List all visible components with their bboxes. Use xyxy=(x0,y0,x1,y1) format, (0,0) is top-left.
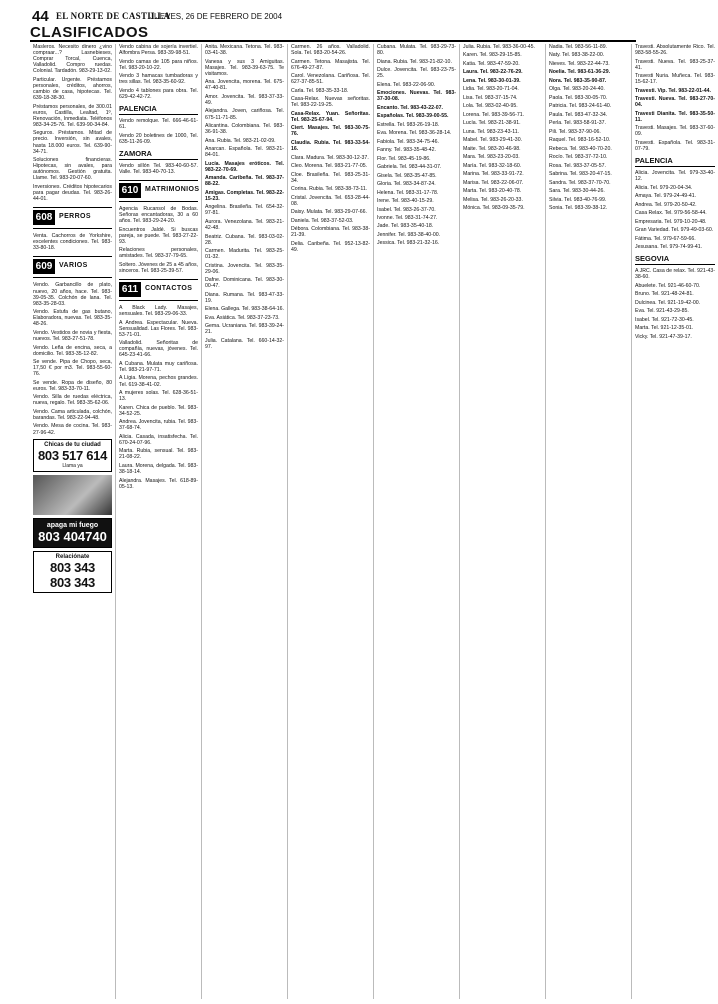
classified-ad: Anita. Mexicana. Tetona. Tel. 983-03-41-38. xyxy=(205,44,284,57)
classified-ad: Gisela. Tel. 983-35-47-85. xyxy=(377,172,437,179)
classified-ad: Naty. Tel. 983-38-22-00. xyxy=(549,52,605,59)
ad-group xyxy=(119,44,198,100)
phone-ad-box xyxy=(33,439,112,472)
classified-ad: Ana. Rubia. Tel. 983-21-02-09. xyxy=(205,137,276,144)
classified-ad: Vendo remolque. Tel. 666-46-61-61. xyxy=(119,117,198,131)
classified-ad: Marisa. Tel. 983-22-06-07. xyxy=(463,179,524,186)
category-number: 609 xyxy=(33,259,55,274)
classified-ad: Paula. Tel. 983-47-32-34. xyxy=(549,111,608,118)
ad-group xyxy=(205,44,284,158)
box-label: Chicas de tu ciudad xyxy=(44,441,101,448)
box-phone: 803 343 xyxy=(50,574,95,590)
classified-ad: Lola. Tel. 983-02-40-95. xyxy=(463,103,518,110)
ad-group xyxy=(549,69,628,84)
classified-ad: Angelina. Brasileña. Tel. 654-32-97-81. xyxy=(205,204,284,217)
classified-ad: María. Tel. 983-32-18-60. xyxy=(463,162,522,169)
phone-ad-box xyxy=(33,518,112,548)
classified-ad: Sara. Tel. 983-30-44-26. xyxy=(549,188,605,195)
classified-ad: Silvia. Tel. 983-40-76-99. xyxy=(549,196,607,203)
classified-ad: Marta. Tel. 983-20-40-78. xyxy=(463,188,522,195)
classified-ad: Nadia. Tel. 983-56-11-89. xyxy=(549,44,608,50)
classified-ad: Elena. Tel. 983-22-06-90. xyxy=(377,81,436,88)
classified-ad: Inversiones. Créditos hipotecarios para pagar deudas. Tel. 983-26-44-01. xyxy=(33,183,112,203)
classified-ad: Daisy. Mulata. Tel. 983-29-07-66. xyxy=(291,209,367,216)
classified-ad: Vendo. Estufa de gas butano, Elaboradora, nuevas. Tel. 983-35-48-26. xyxy=(33,309,112,328)
classified-ad: Carol. Venezolana. Cariñosa. Tel. 627-37-85-51. xyxy=(291,73,370,86)
classified-ad: Lena. Tel. 983-30-01-39. xyxy=(463,77,521,84)
classified-ad: Andrea. Tel. 979-20-50-42. xyxy=(635,201,697,208)
classified-ad: Gran Variedad. Tel. 979-49-03-60. xyxy=(635,227,714,234)
classified-ad: Elena. Gallega. Tel. 983-38-64-16. xyxy=(205,306,284,313)
classified-ad: Mara. Tel. 983-23-20-03. xyxy=(463,154,520,161)
classified-ad: Casa-Relax. Nuevas señoritas. Tel. 983-22-19-25. xyxy=(291,96,370,109)
classified-ad: Vendo sillón Tel. 983-40-60-57. Valle. Tel. 983-40-70-13. xyxy=(119,162,198,175)
classified-ad: Sandra. Tel. 983-37-70-70. xyxy=(549,179,611,186)
classified-ad: Nieves. Tel. 983-22-44-73. xyxy=(549,60,610,67)
classified-ad: Cloe. Brasileña. Tel. 983-25-31-34. xyxy=(291,171,370,184)
classified-ad: Marta. Tel. 921-12-35-01. xyxy=(635,325,694,332)
classified-ad: Gloria. Tel. 983-34-87-24. xyxy=(377,181,436,188)
classified-ad: Gabriela. Tel. 983-44-31-07. xyxy=(377,164,442,171)
classified-ad: Helena. Tel. 983-31-17-78. xyxy=(377,189,439,196)
classified-ad: Travesti Nuria. Muñeca. Tel. 983-15-62-17. xyxy=(635,73,715,86)
classified-ad: Fátima. Tel. 979-67-59-66. xyxy=(635,235,696,242)
classified-ad: Marta. Rubia, sensual. Tel. 983-21-08-22. xyxy=(119,448,198,461)
page-number: 44 xyxy=(32,8,49,25)
issue-date: JUEVES, 26 DE FEBRERO DE 2004 xyxy=(150,12,283,21)
ad-photo xyxy=(33,475,112,515)
classified-ad: Amaya. Tel. 979-24-49-41. xyxy=(635,193,697,200)
category-heading xyxy=(119,180,198,202)
classified-ad: Lucía. Masajes eróticos. Tel. 983-22-70-69. xyxy=(205,160,284,173)
classified-ad: Gema. Ucraniana. Tel. 983-39-24-21. xyxy=(205,323,284,336)
classified-ad: Irene. Tel. 983-40-15-29. xyxy=(377,198,434,205)
ad-group xyxy=(377,122,456,247)
classified-ad: Fanny. Tel. 983-35-48-42. xyxy=(377,147,436,154)
ad-group xyxy=(119,118,198,145)
ad-group xyxy=(205,204,284,350)
classified-ad: Lidia. Tel. 983-20-71-04. xyxy=(463,86,519,93)
ad-group xyxy=(33,44,112,202)
ad-group xyxy=(463,69,542,84)
classified-ad: Cubana. Mulata. Tel. 983-29-73-80. xyxy=(377,44,456,57)
classified-ad: Marina. Tel. 983-33-91-72. xyxy=(463,171,524,178)
city-heading: SEGOVIA xyxy=(635,254,715,265)
classified-ad: Clara. Madura. Tel. 983-30-12-37. xyxy=(291,154,369,161)
classified-ad: Débora. Colombiana. Tel. 983-38-21-39. xyxy=(291,226,370,239)
classified-ad: Lucía. Tel. 983-21-38-91. xyxy=(463,120,521,127)
ad-group xyxy=(635,170,715,250)
classified-ad: Eva. Morena. Tel. 983-36-28-14. xyxy=(377,130,452,137)
ad-group xyxy=(33,282,112,435)
classified-ad: Dulce. Jovencita. Tel. 983-23-75-25. xyxy=(377,67,456,80)
classified-ad: Vendo camas de 105 para niños. Tel. 983-20-10-22. xyxy=(119,58,198,71)
classified-ad: Isabel. Tel. 983-26-37-70. xyxy=(377,206,436,213)
classified-ad: Empresaria. Tel. 979-10-20-48. xyxy=(635,218,707,225)
classified-ad: Vendo. Vestidos de novia y fiesta, nuevos. Tel. 983-27-51-78. xyxy=(33,329,112,343)
ad-group xyxy=(635,88,715,123)
column-6 xyxy=(460,44,546,999)
classified-ad: Travesti. Española. Tel. 983-31-07-79. xyxy=(635,139,715,153)
category-name: VARIOS xyxy=(59,262,88,270)
classified-ad: Paola. Tel. 983-30-05-70. xyxy=(549,94,608,101)
classified-ad: Vendo. Garbancillo de plato, nuevo, 20 años, hace. Tel. 983-39-05-35. Colchón de lana. Tel. 983-35-28-03. xyxy=(33,282,112,307)
classified-ad: Alejandra. Masajes. Tel. 618-89-05-13. xyxy=(119,477,198,490)
column-4 xyxy=(288,44,374,999)
classified-ad: Rosa. Tel. 983-37-05-57. xyxy=(549,162,607,169)
classified-ad: Emociones. Nuevas. Tel. 983-37-30-08. xyxy=(377,90,456,103)
classified-ad: Vendo cabina de sojería invertiel. Alfombra Persa. 983-39-98-51. xyxy=(119,44,198,57)
phone-ad-box xyxy=(33,551,112,593)
classified-ad: Alejandra. Joven, cariñosa. Tel. 675-11-71-85. xyxy=(205,108,284,121)
classified-ad: Karen. Tel. 983-29-15-85. xyxy=(463,52,522,59)
classified-ad: Encuentros Jaldé. Si buscas pareja, se puede. Tel. 983-27-22-93. xyxy=(119,226,198,245)
classified-ad: Vendo. Mesa de cocina. Tel. 983-27-96-42. xyxy=(33,423,112,436)
classified-ad: Carmen. Madurita. Tel. 983-25-01-32. xyxy=(205,248,284,261)
ad-group xyxy=(291,44,370,108)
ad-group xyxy=(205,161,284,202)
classified-ad: Travesti Dianita. Tel. 983-35-50-11. xyxy=(635,110,715,123)
category-name: PERROS xyxy=(59,213,91,221)
category-number: 608 xyxy=(33,210,55,225)
classified-ad: Carmen. Tetona. Masajista. Tel. 676-49-27-87. xyxy=(291,58,370,71)
classified-ad: Vendo 20 boletines de 1000, Tel. 635-11-26-09. xyxy=(119,132,198,145)
classified-ad: A Andrea. Espectacular. Nueva. Sensualidad. Las Flores. Tel. 983-53-71-01. xyxy=(119,319,198,338)
ad-group xyxy=(635,125,715,152)
classified-ad: Patricia. Tel. 983-24-61-40. xyxy=(549,103,612,110)
classified-ad: Jade. Tel. 983-35-40-18. xyxy=(377,223,434,230)
classified-ad: Luna. Tel. 983-23-43-11. xyxy=(463,128,520,135)
classified-ad: Préstamos personales, de 300.01 euros, Castilla, Lealtad, 1º, Renovación, Inmediata. Teléfonos 983-34-25-76. Tel. 639-90-34-84. xyxy=(33,103,112,128)
classified-ad: Ciert. Masajes. Tel. 983-30-75-76. xyxy=(291,125,370,138)
ad-group xyxy=(119,305,198,490)
classified-ad: Amanda. Caribeña. Tel. 983-37-88-22. xyxy=(205,175,284,188)
classified-ad: Flor. Tel. 983-45-19-86. xyxy=(377,155,431,162)
classified-ad: Se vende. Ropa de diseño, 80 euros. Tel. 983-33-70-11. xyxy=(33,379,112,392)
classified-ad: Noelia. Tel. 983-61-36-29. xyxy=(549,69,611,76)
column-7 xyxy=(546,44,632,999)
classified-ad: Travesti. Vip. Tel. 983-22-01-44. xyxy=(635,87,711,94)
ad-group xyxy=(377,44,456,88)
classified-ad: A Lígia. Morena, pechos grandes. Tel. 619-38-41-02. xyxy=(119,375,198,388)
classified-ad: Aurora. Venezolana. Tel. 983-21-42-48. xyxy=(205,218,284,232)
category-number: 610 xyxy=(119,183,141,198)
classified-ad: Eva. Asiática. Tel. 983-37-23-73. xyxy=(205,314,280,321)
ad-columns xyxy=(30,44,715,999)
classified-ad: Ana. Jovencita, morena. Tel. 675-47-40-81. xyxy=(205,79,284,92)
classified-ad: Alicia. Casada, insatisfecha. Tel. 670-24-07-96. xyxy=(119,433,198,446)
category-heading xyxy=(33,256,112,278)
ad-group xyxy=(33,233,112,251)
box-label: Relaciónate xyxy=(55,553,90,560)
ad-group xyxy=(463,44,542,67)
classified-ad: Amor. Jovencita. Tel. 983-37-33-49. xyxy=(205,93,284,106)
classified-ad: Ivonne. Tel. 983-31-74-27. xyxy=(377,215,438,221)
classified-ad: Carla. Tel. 983-35-33-18. xyxy=(291,87,349,94)
classified-ad: Cristal. Jovencita. Tel. 653-28-44-08. xyxy=(291,194,370,207)
newspaper-name: EL NORTE DE CASTILLA xyxy=(56,11,171,21)
classified-ad: Vendo 3 hamacas tumbadoras y tres sillas. Tel. 983-35-60-92. xyxy=(119,73,198,86)
classified-ad: Encanto. Tel. 983-43-22-07. xyxy=(377,104,443,111)
classified-ad: Laura. Morena, delgada. Tel. 983-38-18-14. xyxy=(119,462,198,476)
classified-ad: Katia. Tel. 983-47-59-20. xyxy=(463,60,520,67)
classified-ad: Eva. Tel. 921-43-29-85. xyxy=(635,308,689,315)
ad-group xyxy=(549,44,628,67)
category-name: MATRIMONIOS xyxy=(145,185,200,193)
classified-ad: Relaciones personales, amistades. Tel. 983-37-79-65. xyxy=(119,247,198,260)
classified-ad: Vicky. Tel. 921-47-39-17. xyxy=(635,333,692,340)
category-heading xyxy=(119,279,198,301)
classified-ad: Laura. Tel. 983-22-76-29. xyxy=(463,69,523,76)
box-label: apaga mi fuego xyxy=(46,521,99,529)
classified-ad: Maite. Tel. 983-20-46-98. xyxy=(463,145,521,152)
classified-ad: Mónica. Tel. 983-09-35-79. xyxy=(463,205,525,212)
classified-ad: Cleo. Morena. Tel. 983-21-77-05. xyxy=(291,163,368,170)
classified-ad: Melisa. Tel. 983-26-20-33. xyxy=(463,196,523,203)
classified-ad: Vendo. Cama articulada, colchón, barandas. Tel. 983-22-94-48. xyxy=(33,408,112,421)
category-number: 611 xyxy=(119,282,141,297)
ad-group xyxy=(549,86,628,211)
classified-ad: Vendo. Silla de ruedas eléctrica, nueva, regalo. Tel. 983-35-62-06. xyxy=(33,394,112,407)
classified-ad: Perla. Tel. 983-58-91-37. xyxy=(549,120,607,127)
city-heading: PALENCIA xyxy=(119,104,198,115)
classified-ad: Mabel. Tel. 983-29-41-30. xyxy=(463,137,523,144)
classified-ad: Seguros. Préstamos. Mitad de precio. Inversión, sin avales, hasta 18.000 euros. Tel. 639-90-34-71. xyxy=(33,130,112,155)
classified-ad: Fabiola. Tel. 983-34-75-46. xyxy=(377,138,439,145)
classified-ad: Agencia Rucansol de Bodas. Señoras encantadoras, 30 a 60 años. Tel. 983-29-24-20. xyxy=(119,205,198,225)
classified-ad: Cristina. Jovencita. Tel. 983-35-29-06. xyxy=(205,262,284,275)
classified-ad: Isabel. Tel. 921-72-30-45. xyxy=(635,316,694,323)
classified-ad: Travesti. Absolutamente Rico. Tel. 983-58-55-26. xyxy=(635,44,715,57)
category-name: CONTACTOS xyxy=(145,284,193,292)
classified-ad: Abuelete. Tel. 921-46-60-70. xyxy=(635,282,701,289)
box-phone: 803 517 614 xyxy=(38,447,107,463)
classified-ad: Estrella. Tel. 983-26-19-18. xyxy=(377,121,440,128)
classified-ad: Pili. Tel. 983-37-90-06. xyxy=(549,128,601,135)
ad-group xyxy=(291,155,370,253)
classified-ad: Julia. Catalana. Tel. 660-14-32-97. xyxy=(205,337,284,351)
column-5 xyxy=(374,44,460,999)
ad-group xyxy=(377,90,456,119)
classified-ad: Delia. Caribeña. Tel. 952-13-82-49. xyxy=(291,240,370,253)
classified-ad: A JRC. Casa de relax. Tel. 921-43-38-60. xyxy=(635,268,715,281)
classified-ad: Venta. Cachorros de Yorkshire, excelentes condiciones. Tel. 983-33-80-18. xyxy=(33,233,112,252)
ad-group xyxy=(119,206,198,274)
classified-ad: Rocío. Tel. 983-37-72-10. xyxy=(549,154,608,161)
classified-ad: Carmen. 26 años. Valladolid. Sola. Tel. 983-20-54-26. xyxy=(291,44,370,57)
classified-ad: Jesusana. Tel. 979-74-99-41. xyxy=(635,244,703,251)
classified-ad: Raquel. Tel. 983-16-52-10. xyxy=(549,137,611,144)
classified-ad: A mujeres solas. Tel. 628-36-51-13. xyxy=(119,390,198,403)
column-2 xyxy=(116,44,202,999)
classified-ad: Sabrina. Tel. 983-20-47-15. xyxy=(549,171,612,178)
classified-ad: Travesti. Nueva. Tel. 983-27-70-04. xyxy=(635,96,715,109)
classified-ad: Soluciones financieras. Hipotecas, sin avales, para autónomos. Gestión gratuita. Llame. Tel. 983-20-07-60. xyxy=(33,157,112,182)
classified-ad: Lisa. Tel. 983-37-15-74. xyxy=(463,94,518,101)
box-phone: 803 404740 xyxy=(38,528,107,544)
column-1 xyxy=(30,44,116,999)
city-heading: PALENCIA xyxy=(635,156,715,167)
classified-ad: A Cubana. Mulata muy cariñosa. Tel. 983-21-97-71. xyxy=(119,360,198,373)
classified-ad: Vendo 4 tablones para obra. Tel. 629-42-42-72. xyxy=(119,87,198,100)
classified-ad: Valladolid. Señoritas de compañía, nuevas, jóvenes. Tel. 645-23-41-66. xyxy=(119,340,198,359)
classified-ad: Se vende. Pipa de Chopo, seca, 17,50 € por m3. Tel. 983-55-60-76. xyxy=(33,359,112,378)
classified-ad: Travesti. Masajes. Tel. 983-37-60-09. xyxy=(635,125,715,138)
classified-ad: Alicia. Jovencita. Tel. 979-33-40-12. xyxy=(635,170,715,183)
classified-ad: Masleros. Necesito dinero ¿vino compraar...? Lasnebieses, Comprar Torcal, Cuenca, Valladolid. Compro ruedas. Colonial. Tardadón. 983-29-13-02. xyxy=(33,44,112,75)
ad-group xyxy=(635,268,715,340)
category-heading xyxy=(33,207,112,229)
box-note: Llama ya xyxy=(62,462,83,469)
classified-ad: Rebeca. Tel. 983-40-70-20. xyxy=(549,145,612,152)
classified-ad: Jennifer. Tel. 983-38-40-00. xyxy=(377,231,441,238)
classified-ad: Julia. Rubia. Tel. 983-36-00-45. xyxy=(463,44,535,50)
classified-ad: Claudia. Rubia. Tel. 983-33-54-16. xyxy=(291,139,370,153)
classified-ad: Anarcan. Española. Tel. 983-21-84-01. xyxy=(205,146,284,159)
ad-group xyxy=(291,111,370,152)
section-title: CLASIFICADOS xyxy=(30,24,149,41)
classified-ad: Vendo. Leña de encina, seca, a domicilio. Tel. 983-35-12-82. xyxy=(33,344,112,357)
classified-ad: Bruno. Tel. 921-48-24-81. xyxy=(635,291,694,298)
classified-ad: Jessica. Tel. 983-21-32-16. xyxy=(377,240,440,247)
city-heading: ZAMORA xyxy=(119,149,198,160)
classified-ad: Nora. Tel. 983-35-90-87. xyxy=(549,77,607,84)
ad-group xyxy=(635,44,715,85)
classified-ad: Diana. Rumana. Tel. 983-47-33-19. xyxy=(205,291,284,304)
classified-ad: Daniela. Tel. 983-37-52-03. xyxy=(291,217,354,224)
ad-group xyxy=(463,86,542,211)
classified-ad: Beatriz. Cubana. Tel. 983-03-02-28. xyxy=(205,233,284,246)
classified-ad: Travesti. Nueva. Tel. 983-25-37-41. xyxy=(635,58,715,71)
classified-ad: Vanesa y sus 3 Amiguitas. Masajes. Tel. 983-39-63-75. Te visitamos. xyxy=(205,58,284,77)
classified-ad: Casa Relax. Tel. 979-56-58-44. xyxy=(635,210,707,217)
classified-ad: Dulcinea. Tel. 921-19-42-00. xyxy=(635,299,701,306)
classified-ad: Andrea. Jovencita, rubia. Tel. 983-37-68-74. xyxy=(119,419,198,432)
box-phone: 803 343 xyxy=(50,559,95,575)
classified-ad: Dafne. Dominicana. Tel. 983-30-00-47. xyxy=(205,277,284,290)
classified-ad: Casa-Relax. Yuan. Señoritas. Tel. 983-25-67-94. xyxy=(291,110,370,123)
classified-ad: Españolas. Tel. 983-39-00-55. xyxy=(377,113,449,120)
classified-ad: Olga. Tel. 983-20-24-40. xyxy=(549,86,605,93)
column-3 xyxy=(202,44,288,999)
column-8 xyxy=(632,44,718,999)
ad-group xyxy=(119,163,198,175)
classified-ad: Alicia. Tel. 979-20-04-34. xyxy=(635,184,693,191)
classified-ad: Particular. Urgente. Préstamos personales, créditos, ahorros, cambio de casa, hipotecas. Tel. 639-18-38-30. xyxy=(33,76,112,102)
classified-ad: A Black Lady. Masajes, sensuales. Tel. 983-29-06-33. xyxy=(119,304,198,318)
page-header xyxy=(30,0,636,42)
classified-ad: Karen. Chica de pueblo. Tel. 983-34-52-25. xyxy=(119,404,198,417)
classified-ad: Diana. Rubia. Tel. 983-21-82-10. xyxy=(377,58,452,65)
classified-ad: Soltero. Jóvenes de 25 a 45 años, sinceros. Tel. 983-25-39-57. xyxy=(119,261,198,274)
classified-ad: Lorena. Tel. 983-39-56-71. xyxy=(463,111,525,118)
classified-ad: Sonia. Tel. 983-39-38-12. xyxy=(549,205,608,212)
classified-ad: Alicantina. Colombiana. Tel. 983-36-91-38. xyxy=(205,122,284,136)
classified-ad: Corina. Rubia. Tel. 983-38-73-11. xyxy=(291,186,368,193)
classified-ad: Amigas. Completas. Tel. 983-22-15-23. xyxy=(205,189,284,202)
